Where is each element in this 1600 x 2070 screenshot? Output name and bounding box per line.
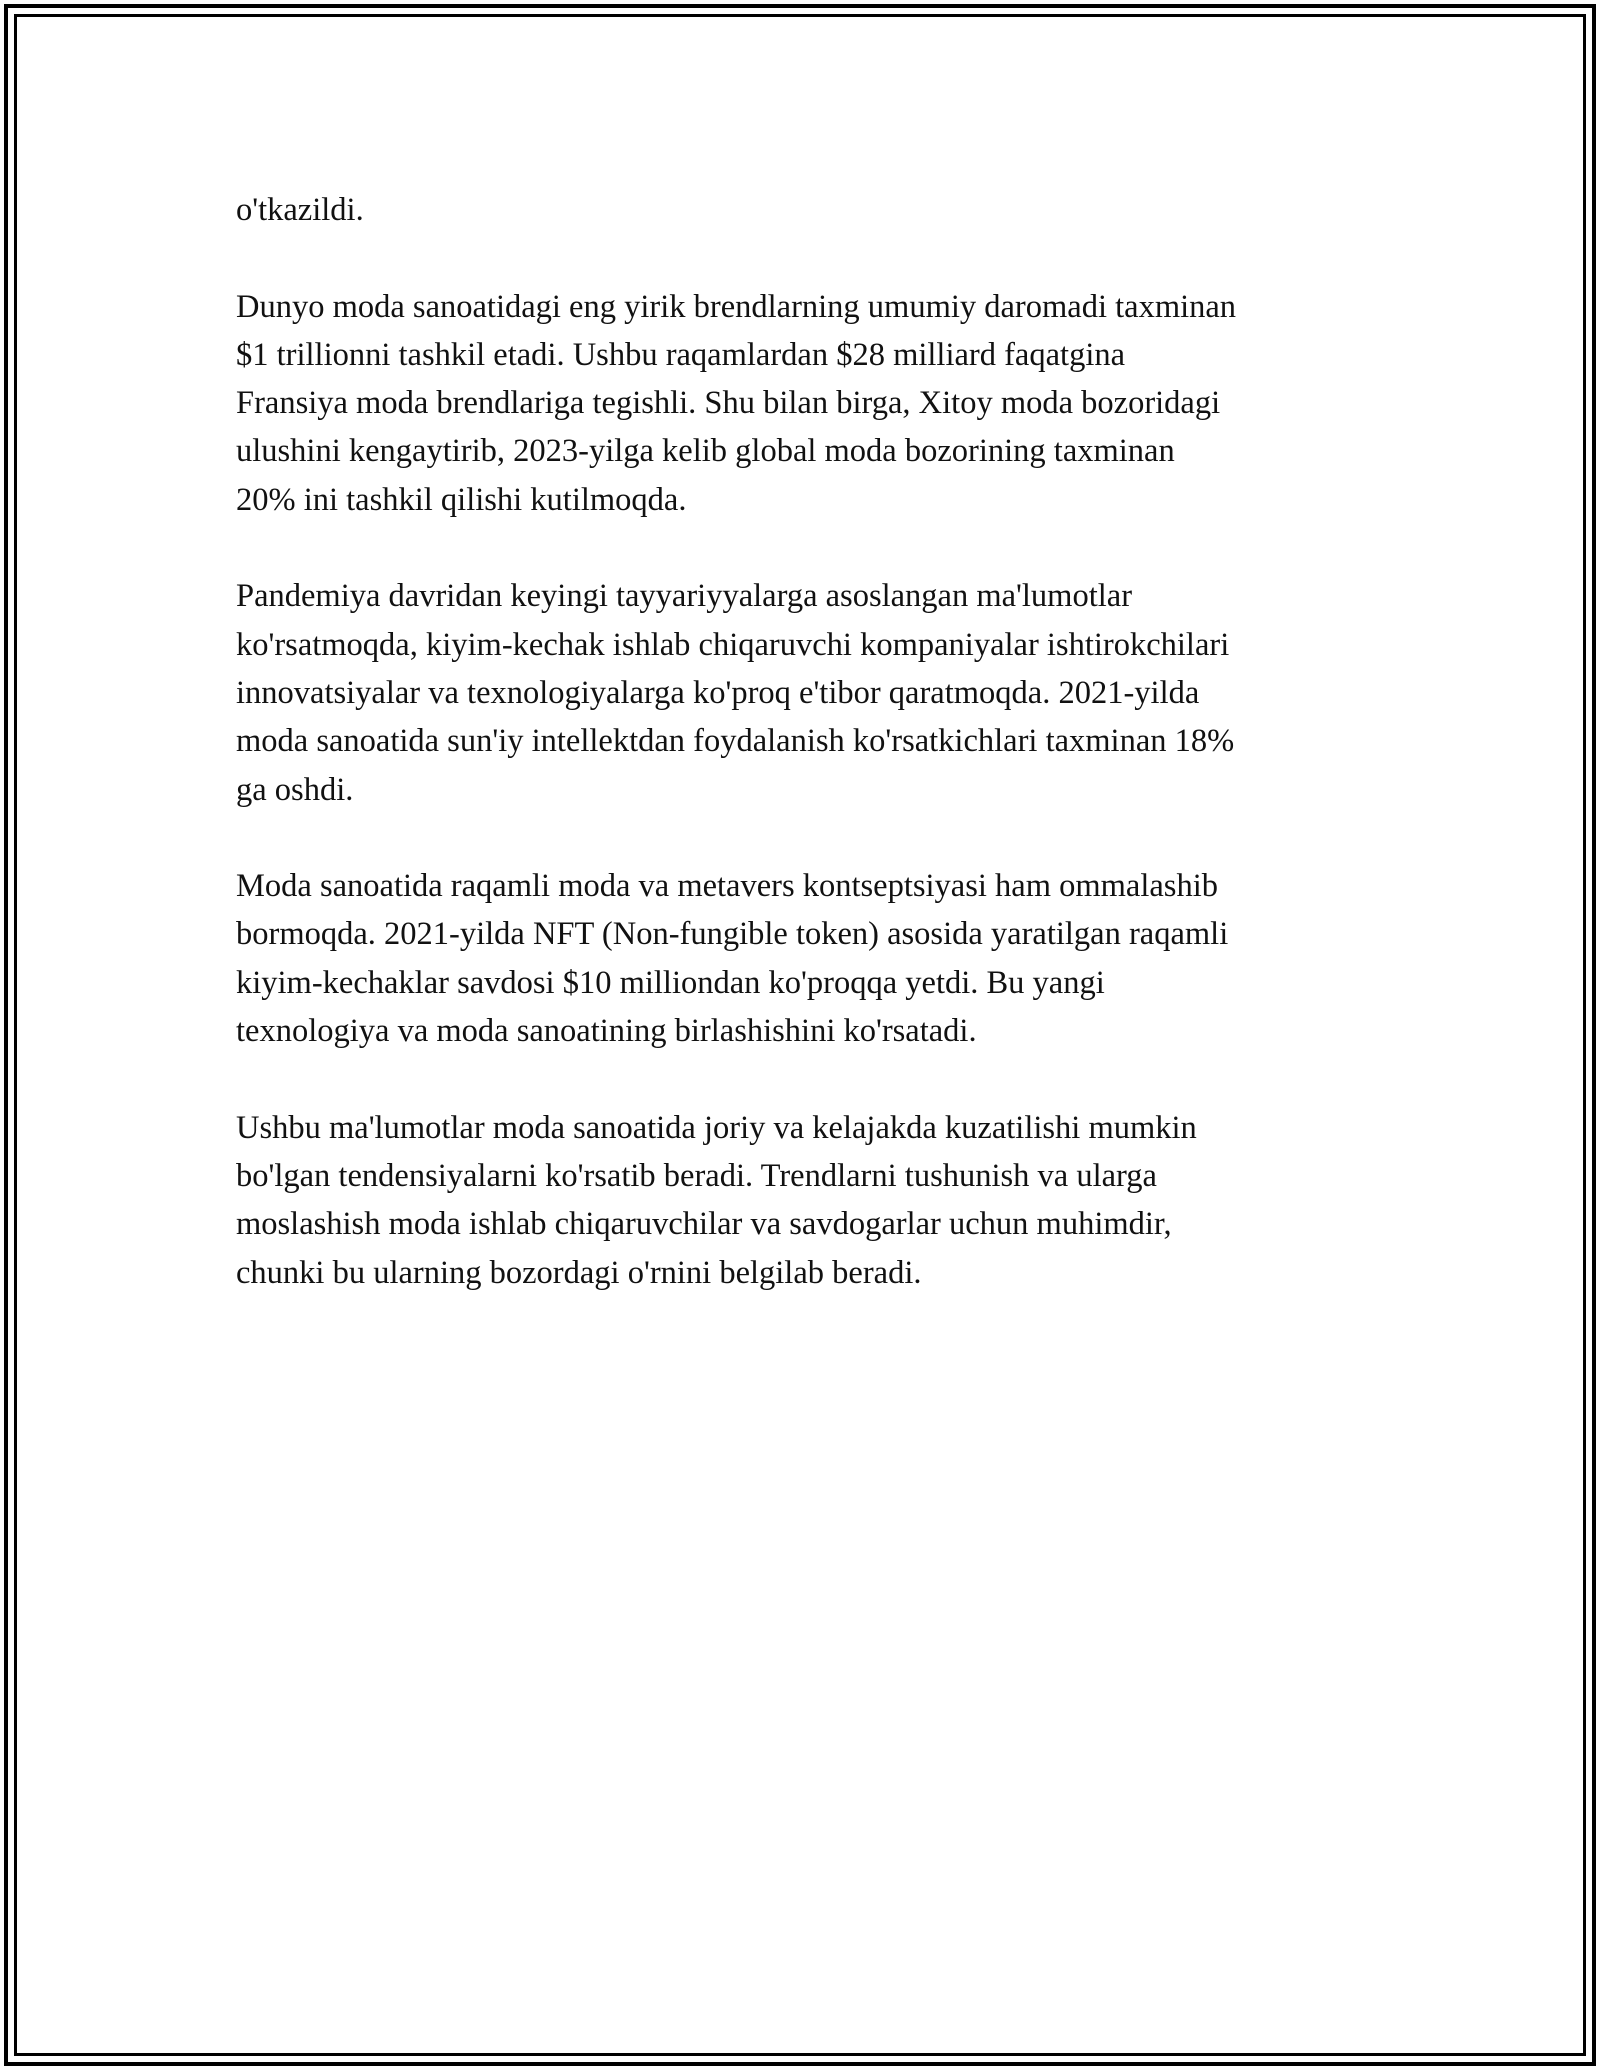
text-line: moslashish moda ishlab chiqaruvchilar va savdogarlar uchun muhimdir, — [236, 1206, 1172, 1243]
text-line: chunki bu ularning bozordagi o'rnini belgilab beradi. — [236, 1254, 922, 1291]
text-line: ulushini kengaytirib, 2023-yilga kelib global moda bozorining taxminan — [236, 433, 1175, 470]
text-line: Fransiya moda brendlariga tegishli. Shu bilan birga, Xitoy moda bozoridagi — [236, 385, 1221, 422]
text-line: Dunyo moda sanoatidagi eng yirik brendlarning umumiy daromadi taxminan — [236, 288, 1237, 325]
paragraph-3 — [236, 572, 1376, 813]
text-line: texnologiya va moda sanoatining birlashishini ko'rsatadi. — [236, 1013, 977, 1050]
paragraph-1 — [236, 186, 1376, 234]
text-line: bo'lgan tendensiyalarni ko'rsatib beradi. Trendlarni tushunish va ularga — [236, 1157, 1157, 1194]
paragraph-5 — [236, 1104, 1376, 1297]
text-line: Ushbu ma'lumotlar moda sanoatida joriy va kelajakda kuzatilishi mumkin — [236, 1109, 1197, 1146]
text-line: Moda sanoatida raqamli moda va metavers kontseptsiyasi ham ommalashib — [236, 868, 1218, 905]
document-body — [236, 186, 1376, 1345]
text-line: Pandemiya davridan keyingi tayyariyyalarga asoslangan ma'lumotlar — [236, 578, 1133, 615]
text-line: o'tkazildi. — [236, 192, 364, 228]
text-line: 20% ini tashkil qilishi kutilmoqda. — [236, 481, 687, 518]
paragraph-4 — [236, 862, 1376, 1055]
text-line: innovatsiyalar va texnologiyalarga ko'proq e'tibor qaratmoqda. 2021-yilda — [236, 674, 1200, 711]
text-line: moda sanoatida sun'iy intellektdan foydalanish ko'rsatkichlari taxminan 18% — [236, 723, 1235, 760]
text-line: ga oshdi. — [236, 771, 354, 808]
paragraph-2 — [236, 283, 1376, 524]
text-line: ko'rsatmoqda, kiyim-kechak ishlab chiqaruvchi kompaniyalar ishtirokchilari — [236, 626, 1230, 663]
text-line: bormoqda. 2021-yilda NFT (Non-fungible token) asosida yaratilgan raqamli — [236, 916, 1229, 953]
text-line: kiyim-kechaklar savdosi $10 milliondan ko'proqqa yetdi. Bu yangi — [236, 964, 1105, 1001]
text-line: $1 trillionni tashkil etadi. Ushbu raqamlardan $28 milliard faqatgina — [236, 336, 1126, 373]
